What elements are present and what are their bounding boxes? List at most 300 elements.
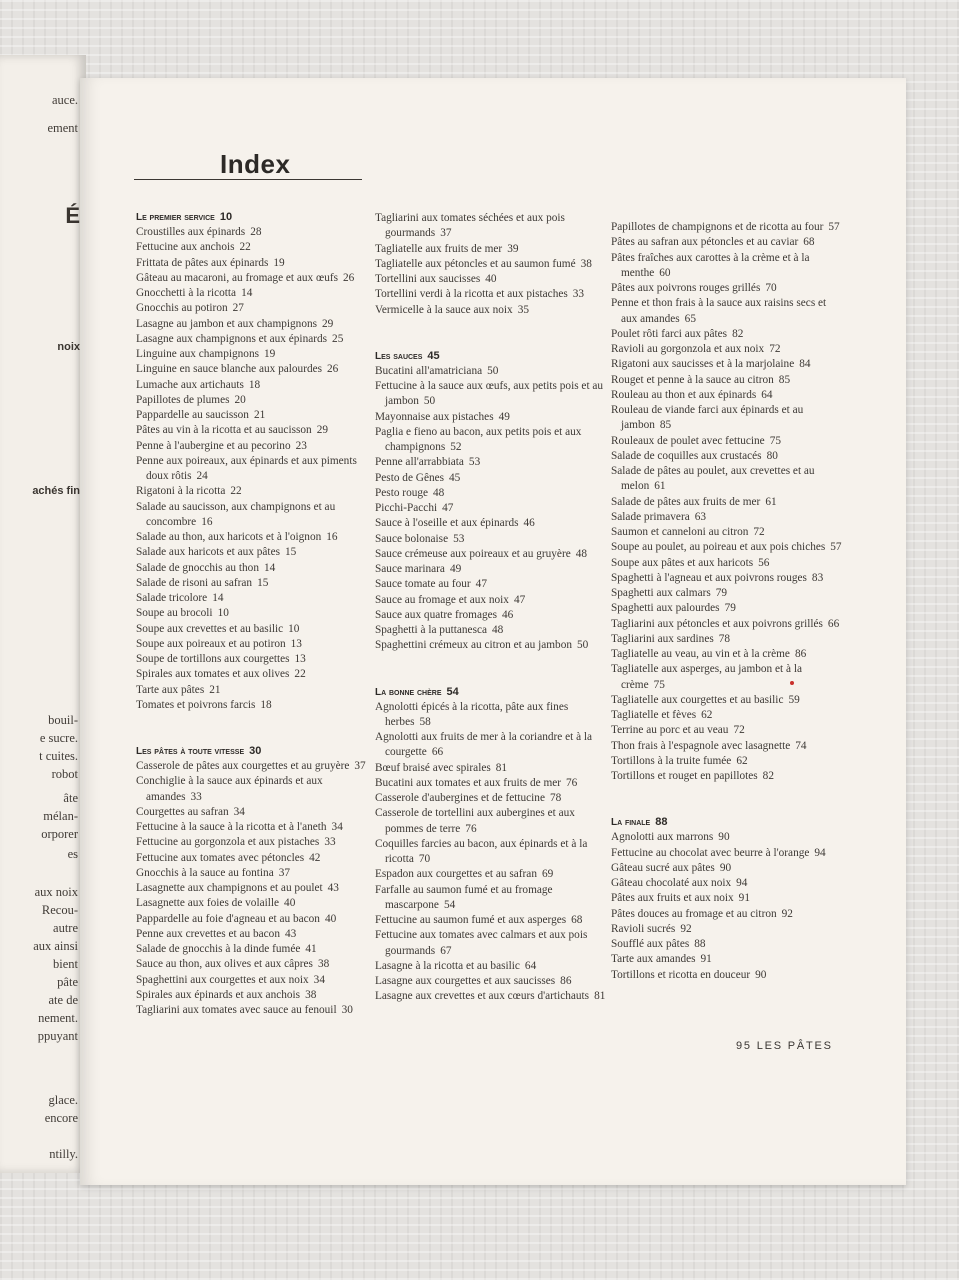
entry-title: Coquilles farcies au bacon, aux épinards et à la ricotta [375, 837, 588, 865]
left-page-fragment: bouil- [48, 713, 78, 727]
entry-page-number: 10 [217, 607, 229, 620]
entry-page-number: 75 [769, 434, 781, 447]
index-entry [136, 561, 368, 576]
entry-page-number: 72 [769, 343, 781, 355]
entry-page-number: 61 [765, 495, 777, 508]
entry-title: Tagliarini aux tomates avec sauce au fenouil [136, 1004, 337, 1016]
entry-page-number: 70 [765, 282, 777, 294]
entry-page-number: 37 [440, 227, 452, 240]
index-column-1 [136, 210, 368, 1018]
entry-page-number: 94 [736, 877, 748, 889]
entry-page-number: 14 [241, 287, 253, 299]
index-entry [136, 286, 368, 301]
section-page-number: 88 [655, 816, 668, 829]
entry-page-number: 64 [761, 388, 773, 401]
entry-page-number: 16 [326, 531, 338, 543]
entry-page-number: 46 [523, 517, 535, 530]
entry-title: Gnocchis au potiron [136, 302, 228, 315]
left-page-fragment: t cuites. [39, 749, 78, 763]
index-entry [136, 637, 368, 652]
index-entry [375, 883, 607, 914]
index-entry [136, 896, 368, 911]
index-entry [375, 776, 607, 791]
entry-page-number: 34 [233, 805, 245, 818]
entry-title: Spaghetti aux palourdes [611, 602, 720, 615]
left-page-fragment: ntilly. [49, 1147, 78, 1161]
index-entry [611, 891, 843, 906]
entry-title: Tomates et poivrons farcis [136, 698, 256, 711]
entry-page-number: 18 [260, 698, 272, 711]
index-entry [136, 423, 368, 438]
entry-title: Soupe aux pâtes et aux haricots [611, 556, 754, 569]
entry-title: Lasagne aux courgettes et aux saucisses [375, 975, 556, 987]
entry-page-number: 72 [733, 724, 745, 737]
entry-page-number: 49 [498, 410, 510, 423]
index-entry [375, 211, 607, 242]
entry-title: Linguine aux champignons [136, 348, 259, 360]
entry-page-number: 43 [284, 927, 297, 940]
entry-title: Casserole de pâtes aux courgettes et au gruyère [136, 760, 350, 772]
entry-title: Lasagnette aux foies de volaille [136, 897, 280, 910]
index-entry [136, 500, 368, 531]
index-entry [136, 393, 368, 408]
entry-page-number: 85 [778, 373, 791, 386]
entry-page-number: 38 [305, 988, 317, 1001]
entry-page-number: 57 [830, 541, 842, 554]
index-entry [375, 623, 607, 638]
entry-title: Espadon aux courgettes et au safran [375, 868, 537, 881]
index-section [375, 211, 607, 318]
entry-title: Fettucine au chocolat avec beurre à l'orange [611, 846, 810, 859]
entry-title: Pesto de Gênes [375, 471, 445, 484]
left-page-fragment: achés fin [32, 485, 80, 497]
left-page-fragment: É [65, 203, 80, 228]
entry-title: Salade de risoni au safran [136, 576, 253, 589]
index-entry [375, 974, 607, 989]
entry-page-number: 53 [453, 532, 465, 545]
index-entry [136, 881, 368, 896]
left-page-fragment: glace. [48, 1093, 78, 1107]
entry-page-number: 90 [718, 831, 730, 844]
entry-page-number: 62 [736, 754, 748, 767]
entry-title: Fettucine au gorgonzola et aux pistaches [136, 836, 320, 849]
index-entry [375, 547, 607, 562]
entry-page-number: 80 [766, 449, 778, 462]
entry-title: Fettucine aux anchois [136, 241, 235, 254]
entry-page-number: 60 [659, 266, 671, 279]
entry-title: Gnocchis à la sauce au fontina [136, 866, 274, 879]
entry-page-number: 81 [495, 761, 508, 774]
left-page-edge [0, 55, 86, 1173]
index-entry [375, 959, 607, 974]
entry-title: Pâtes douces au fromage et au citron [611, 907, 777, 920]
entry-title: Sauce marinara [375, 563, 445, 575]
left-page-fragment: ppuyant [37, 1029, 78, 1043]
entry-page-number: 15 [284, 546, 297, 559]
entry-page-number: 76 [465, 822, 477, 835]
entry-page-number: 78 [718, 632, 731, 645]
entry-page-number: 37 [354, 760, 366, 772]
section-gap [136, 713, 368, 744]
entry-title: Pâtes fraîches aux carottes à la crème et à la menthe [611, 251, 810, 279]
entry-page-number: 62 [701, 709, 713, 721]
entry-title: Rigatoni à la ricotta [136, 485, 226, 498]
index-entry [611, 876, 843, 891]
entry-page-number: 48 [492, 624, 504, 636]
index-entry [136, 530, 368, 545]
entry-page-number: 90 [755, 968, 767, 981]
entry-title: Ravioli au gorgonzola et aux noix [611, 343, 765, 355]
entry-title: Penne à l'aubergine et au pecorino [136, 439, 291, 452]
entry-title: Fettucine à la sauce à la ricotta et à l'aneth [136, 821, 327, 833]
entry-page-number: 75 [653, 678, 665, 691]
index-entry [136, 545, 368, 560]
index-entry [375, 989, 607, 1004]
section-heading [136, 210, 368, 225]
index-entry [611, 403, 843, 434]
section-heading [611, 815, 843, 830]
index-entry [375, 287, 607, 302]
entry-page-number: 83 [811, 571, 824, 584]
entry-page-number: 50 [487, 364, 499, 377]
index-entry [136, 484, 368, 499]
entry-page-number: 42 [309, 851, 321, 864]
entry-title: Agnolotti aux marrons [611, 831, 714, 844]
index-entry [136, 851, 368, 866]
entry-title: Gâteau au macaroni, au fromage et aux œufs [136, 271, 338, 284]
entry-title: Sauce crémeuse aux poireaux et au gruyère [375, 547, 571, 560]
entry-title: Sauce au thon, aux olives et aux câpres [136, 958, 313, 971]
index-entry [375, 242, 607, 257]
entry-title: Soupe au brocoli [136, 607, 213, 620]
index-entry [611, 601, 843, 616]
index-entry [611, 510, 843, 525]
index-entry [611, 617, 843, 632]
index-entry [611, 281, 843, 296]
entry-page-number: 90 [719, 861, 732, 874]
index-entry [611, 327, 843, 342]
entry-page-number: 38 [580, 257, 592, 270]
entry-page-number: 74 [795, 739, 807, 752]
entry-page-number: 29 [316, 424, 328, 437]
entry-title: Pappardelle au foie d'agneau et au bacon [136, 912, 320, 925]
index-entry [375, 928, 607, 959]
left-page-fragment: ate de [48, 993, 78, 1007]
index-entry [375, 455, 607, 470]
entry-page-number: 85 [659, 419, 672, 432]
index-entry [136, 927, 368, 942]
index-entry [611, 769, 843, 784]
section-gap [375, 318, 607, 349]
index-column-2 [375, 211, 607, 1005]
left-page-fragment: bient [53, 957, 78, 971]
entry-page-number: 52 [450, 441, 462, 453]
entry-title: Soufflé aux pâtes [611, 938, 690, 950]
index-entry [611, 525, 843, 540]
entry-page-number: 66 [431, 746, 444, 759]
index-entry [375, 501, 607, 516]
index-entry [611, 723, 843, 738]
index-entry [375, 303, 607, 318]
entry-page-number: 63 [694, 510, 707, 523]
entry-page-number: 68 [571, 914, 583, 926]
entry-title: Salade primavera [611, 510, 690, 523]
left-page-fragment: mélan- [43, 809, 78, 823]
entry-title: Bucatini all'amatriciana [375, 364, 483, 377]
entry-page-number: 67 [440, 944, 452, 957]
entry-title: Rouleau de viande farci aux épinards et au jambon [611, 404, 804, 432]
entry-page-number: 15 [257, 576, 269, 589]
entry-title: Salade aux haricots et aux pâtes [136, 546, 280, 559]
index-entry [136, 805, 368, 820]
entry-title: Pesto rouge [375, 486, 429, 499]
index-entry [611, 937, 843, 952]
entry-page-number: 39 [507, 242, 519, 255]
index-entry [375, 806, 607, 837]
entry-page-number: 37 [278, 866, 290, 879]
index-entry [136, 942, 368, 957]
index-entry [611, 357, 843, 372]
entry-page-number: 40 [485, 273, 497, 285]
entry-title: Spaghettini crémeux au citron et au jambon [375, 639, 573, 652]
index-entry [375, 638, 607, 653]
index-entry [136, 454, 368, 485]
index-entry [136, 301, 368, 316]
entry-title: Tortillons et rouget en papillotes [611, 770, 758, 782]
entry-title: Agnolotti épicés à la ricotta, pâte aux fines herbes [375, 700, 569, 728]
entry-title: Picchi-Pacchi [375, 502, 438, 514]
entry-page-number: 64 [524, 959, 537, 972]
index-entry [375, 532, 607, 547]
index-entry [136, 820, 368, 835]
index-entry [375, 471, 607, 486]
entry-title: Lasagnette aux champignons et au poulet [136, 882, 323, 894]
index-entry [611, 739, 843, 754]
entry-title: Penne aux poireaux, aux épinards et aux piments doux rôtis [136, 454, 357, 482]
entry-page-number: 27 [232, 302, 244, 315]
entry-title: Spirales aux tomates et aux olives [136, 668, 290, 681]
entry-page-number: 21 [209, 683, 221, 696]
entry-title: Lasagne à la ricotta et au basilic [375, 959, 520, 972]
entry-title: Soupe aux crevettes et au basilic [136, 622, 284, 635]
entry-page-number: 26 [343, 271, 355, 284]
entry-page-number: 19 [273, 256, 285, 269]
entry-title: Sauce tomate au four [375, 578, 471, 591]
section-gap [611, 784, 843, 815]
entry-page-number: 23 [295, 439, 307, 452]
entry-title: Tarte aux amandes [611, 953, 696, 966]
entry-page-number: 56 [758, 556, 770, 569]
entry-title: Bucatini aux tomates et aux fruits de mer [375, 776, 562, 789]
entry-title: Pâtes aux poivrons rouges grillés [611, 282, 761, 294]
entry-page-number: 48 [433, 486, 445, 499]
entry-title: Frittata de pâtes aux épinards [136, 256, 269, 269]
entry-page-number: 79 [715, 587, 728, 599]
entry-page-number: 47 [442, 502, 454, 514]
index-entry [136, 667, 368, 682]
entry-page-number: 66 [827, 617, 840, 630]
index-entry [611, 907, 843, 922]
index-section [611, 815, 843, 983]
entry-title: Sauce au fromage et aux noix [375, 593, 509, 606]
index-section [136, 210, 368, 713]
index-entry [611, 434, 843, 449]
entry-title: Salade de coquilles aux crustacés [611, 449, 762, 462]
entry-title: Tortillons à la truite fumée [611, 754, 732, 767]
left-page-fragment: robot [51, 767, 78, 781]
left-page-fragment: es [67, 847, 78, 861]
entry-title: Sauce à l'oseille et aux épinards [375, 517, 519, 530]
index-entry [136, 988, 368, 1003]
entry-title: Paglia e fieno au bacon, aux petits pois et aux champignons [375, 425, 582, 453]
entry-page-number: 21 [253, 409, 266, 421]
entry-title: Soupe au poulet, au poireau et aux pois chiches [611, 541, 826, 554]
entry-title: Ravioli sucrés [611, 922, 676, 935]
entry-page-number: 30 [341, 1004, 353, 1016]
entry-page-number: 92 [680, 922, 692, 935]
index-entry [375, 516, 607, 531]
index-entry [136, 240, 368, 255]
index-entry [611, 586, 843, 601]
entry-title: Linguine en sauce blanche aux palourdes [136, 363, 323, 376]
entry-title: Salade au thon, aux haricots et à l'oignon [136, 531, 322, 543]
index-section [136, 744, 368, 1018]
entry-title: Rouleaux de poulet avec fettucine [611, 434, 765, 447]
index-entry [136, 576, 368, 591]
entry-title: Lasagne aux champignons et aux épinards [136, 332, 328, 345]
entry-page-number: 82 [762, 770, 774, 782]
index-entry [611, 846, 843, 861]
index-entry [611, 251, 843, 282]
entry-page-number: 57 [828, 221, 840, 233]
entry-title: Poulet rôti farci aux pâtes [611, 327, 728, 340]
index-entry [611, 388, 843, 403]
footer-label: LES PÂTES [756, 1040, 833, 1052]
entry-title: Croustilles aux épinards [136, 226, 246, 238]
entry-title: Farfalle au saumon fumé et au fromage mascarpone [375, 883, 553, 911]
index-entry [136, 774, 368, 805]
index-entry [136, 362, 368, 377]
entry-title: Rigatoni aux saucisses et à la marjolaine [611, 358, 795, 371]
entry-page-number: 53 [468, 456, 481, 469]
section-page-number: 45 [427, 349, 440, 362]
index-entry [136, 271, 368, 286]
index-entry [375, 272, 607, 287]
entry-title: Tagliatelle aux fruits de mer [375, 242, 503, 255]
entry-page-number: 76 [566, 776, 578, 789]
left-page-fragment: aux ainsi [33, 939, 78, 953]
entry-page-number: 82 [732, 327, 744, 340]
entry-title: Rouget et penne à la sauce au citron [611, 373, 774, 386]
index-entry [375, 379, 607, 410]
entry-title: Spaghetti aux calmars [611, 587, 711, 599]
index-entry [611, 220, 843, 235]
entry-page-number: 59 [788, 693, 800, 706]
entry-title: Lasagne aux crevettes et aux cœurs d'artichauts [375, 990, 590, 1003]
entry-page-number: 70 [418, 853, 431, 865]
entry-page-number: 54 [443, 898, 456, 911]
entry-title: Soupe aux poireaux et au potiron [136, 637, 286, 650]
index-entry [136, 225, 368, 240]
entry-title: Saumon et canneloni au citron [611, 526, 749, 538]
entry-page-number: 48 [575, 547, 588, 560]
entry-page-number: 33 [572, 288, 585, 301]
entry-title: Tagliatelle aux pétoncles et au saumon fumé [375, 257, 576, 270]
entry-page-number: 22 [294, 668, 306, 681]
left-page-fragment: autre [53, 921, 78, 935]
entry-title: Penne aux crevettes et au bacon [136, 927, 280, 940]
index-entry [375, 364, 607, 379]
entry-title: Salade de gnocchis à la dinde fumée [136, 943, 301, 955]
section-page-number: 10 [219, 211, 233, 223]
entry-page-number: 88 [694, 938, 706, 950]
left-page-fragment: encore [44, 1111, 78, 1125]
index-entry [611, 342, 843, 357]
index-entry [611, 449, 843, 464]
index-entry [375, 593, 607, 608]
entry-page-number: 43 [327, 882, 339, 894]
entry-title: Spaghettini aux courgettes et aux noix [136, 973, 309, 986]
entry-page-number: 50 [423, 395, 436, 408]
index-entry [136, 439, 368, 454]
entry-page-number: 40 [284, 897, 296, 910]
entry-title: Penne et thon frais à la sauce aux raisins secs et aux amandes [611, 297, 827, 325]
entry-page-number: 13 [290, 637, 302, 650]
entry-page-number: 13 [294, 653, 306, 665]
entry-page-number: 78 [549, 792, 562, 804]
index-entry [611, 708, 843, 723]
index-entry [611, 540, 843, 555]
entry-page-number: 50 [577, 639, 589, 652]
entry-page-number: 20 [234, 393, 246, 406]
entry-page-number: 92 [781, 907, 793, 920]
entry-title: Courgettes au safran [136, 805, 229, 818]
section-title: La finale [611, 817, 651, 829]
entry-title: Rouleau au thon et aux épinards [611, 388, 757, 401]
index-entry [611, 830, 843, 845]
index-entry [611, 373, 843, 388]
entry-page-number: 33 [190, 790, 202, 803]
entry-title: Tagliarini aux sardines [611, 632, 714, 645]
index-entry [136, 652, 368, 667]
entry-title: Fettucine aux tomates avec pétoncles [136, 851, 305, 864]
entry-page-number: 19 [264, 348, 276, 360]
entry-title: Papillotes de champignons et de ricotta au four [611, 221, 824, 233]
entry-page-number: 72 [753, 526, 765, 538]
page-footer [736, 1040, 833, 1052]
entry-page-number: 94 [814, 846, 826, 859]
entry-title: Mayonnaise aux pistaches [375, 410, 494, 423]
entry-title: Tortellini verdi à la ricotta et aux pistaches [375, 288, 568, 301]
index-entry [136, 957, 368, 972]
section-page-number: 30 [249, 745, 262, 757]
index-entry [136, 759, 368, 774]
entry-page-number: 46 [502, 608, 514, 621]
entry-title: Spaghetti à la puttanesca [375, 624, 487, 636]
entry-page-number: 86 [560, 975, 572, 987]
entry-page-number: 91 [700, 953, 712, 966]
entry-page-number: 14 [212, 592, 224, 604]
entry-title: Salade de pâtes au poulet, aux crevettes et au melon [611, 465, 815, 493]
entry-title: Casserole d'aubergines et de fettucine [375, 792, 545, 804]
entry-page-number: 28 [250, 226, 262, 238]
left-page-fragment: noix [57, 341, 80, 353]
entry-title: Pâtes au vin à la ricotta et au saucisson [136, 424, 312, 437]
entry-page-number: 14 [263, 561, 276, 574]
entry-page-number: 16 [201, 515, 213, 528]
entry-page-number: 29 [322, 317, 334, 330]
left-page-fragment: pâte [57, 975, 78, 989]
